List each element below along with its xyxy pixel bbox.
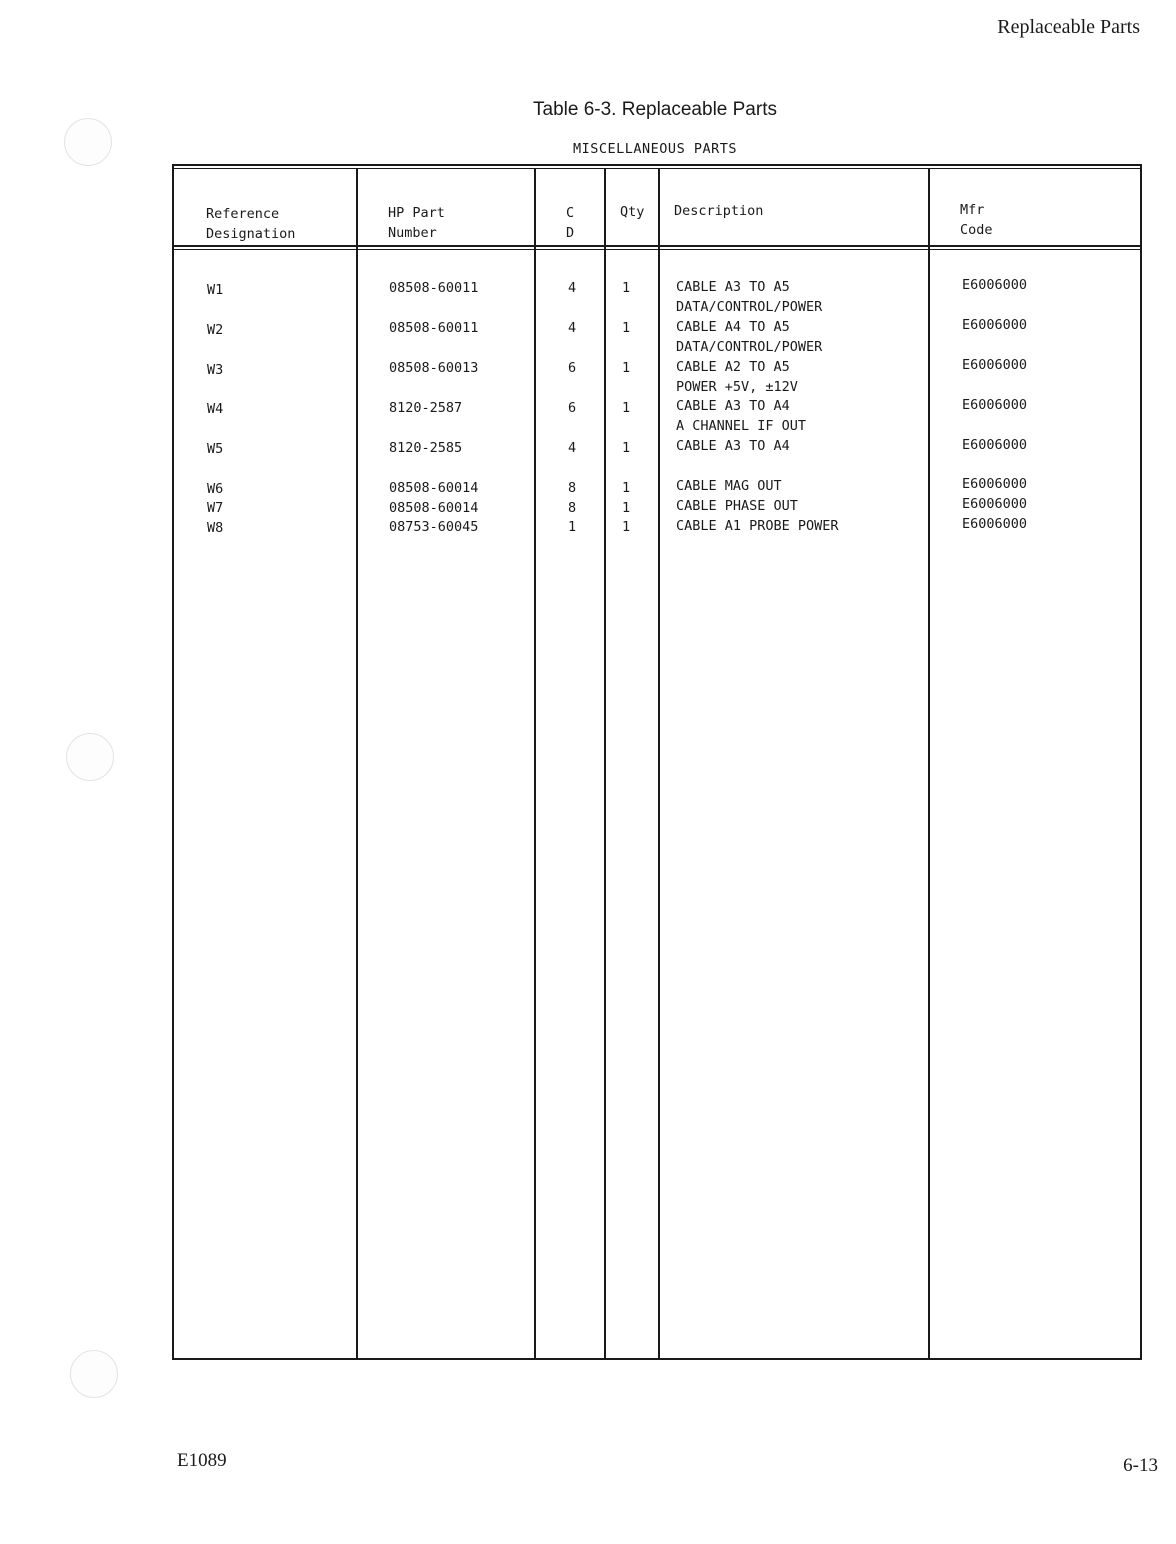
mfr-code: E6006000 [962,357,1028,373]
qty-value: 1 [622,500,631,516]
mfr-code: E6006000 [962,476,1028,492]
header-rule [174,245,1140,247]
description: CABLE A4 TO A5 DATA/CONTROL/POWER [676,319,823,355]
parts-table [172,164,1142,1360]
column-header-mfr: Mfr Code [960,202,993,238]
column-header-qty: Qty [620,204,645,220]
hp-part-number: 08508-60014 [389,480,479,496]
cd-value: 8 [568,500,577,516]
column-header-ref: Reference Designation [206,206,296,242]
qty-value: 1 [622,280,631,296]
punch-hole-top [64,118,112,166]
ref-designation: W8 [207,520,224,536]
mfr-code: E6006000 [962,277,1028,293]
description: CABLE A1 PROBE POWER [676,518,839,534]
ref-designation: W5 [207,441,224,457]
hp-part-number: 8120-2585 [389,440,463,456]
hp-part-number: 08508-60013 [389,360,479,376]
hp-part-number: 08508-60011 [389,320,479,336]
table-subtitle: MISCELLANEOUS PARTS [573,141,737,157]
column-divider [534,168,536,1358]
column-divider [928,168,930,1358]
mfr-code: E6006000 [962,437,1028,453]
ref-designation: W6 [207,481,224,497]
ref-designation: W2 [207,322,224,338]
hp-part-number: 08508-60014 [389,500,479,516]
mfr-code: E6006000 [962,317,1028,333]
ref-designation: W3 [207,362,224,378]
qty-value: 1 [622,519,631,535]
qty-value: 1 [622,400,631,416]
punch-hole-middle [66,733,114,781]
description: CABLE A2 TO A5 POWER +5V, ±12V [676,359,798,395]
qty-value: 1 [622,480,631,496]
cd-value: 1 [568,519,577,535]
description: CABLE A3 TO A5 DATA/CONTROL/POWER [676,279,823,315]
qty-value: 1 [622,440,631,456]
column-divider [356,168,358,1358]
qty-value: 1 [622,320,631,336]
description: CABLE A3 TO A4 A CHANNEL IF OUT [676,398,807,434]
ref-designation: W1 [207,282,224,298]
cd-value: 6 [568,360,577,376]
column-divider [604,168,606,1358]
cd-value: 6 [568,400,577,416]
cd-value: 4 [568,320,577,336]
qty-value: 1 [622,360,631,376]
description: CABLE MAG OUT [676,478,782,494]
description: CABLE A3 TO A4 [676,438,790,454]
cd-value: 8 [568,480,577,496]
mfr-code: E6006000 [962,516,1028,532]
description: CABLE PHASE OUT [676,498,798,514]
column-header-cd: C D [566,205,575,241]
cd-value: 4 [568,280,577,296]
running-header: Replaceable Parts [997,16,1140,38]
hp-part-number: 8120-2587 [389,400,463,416]
column-divider [658,168,660,1358]
cd-value: 4 [568,440,577,456]
hp-part-number: 08508-60011 [389,280,479,296]
mfr-code: E6006000 [962,397,1028,413]
page-number: 6-13 [1123,1455,1158,1476]
ref-designation: W4 [207,401,224,417]
hp-part-number: 08753-60045 [389,519,479,535]
mfr-code: E6006000 [962,496,1028,512]
column-header-part: HP Part Number [388,205,445,241]
table-title: Table 6-3. Replaceable Parts [533,99,777,120]
punch-hole-bottom [70,1350,118,1398]
column-header-description: Description [674,203,764,219]
table-top-rule [174,168,1140,169]
footer-document-code: E1089 [177,1450,227,1471]
header-rule-lower [174,249,1140,250]
ref-designation: W7 [207,500,224,516]
